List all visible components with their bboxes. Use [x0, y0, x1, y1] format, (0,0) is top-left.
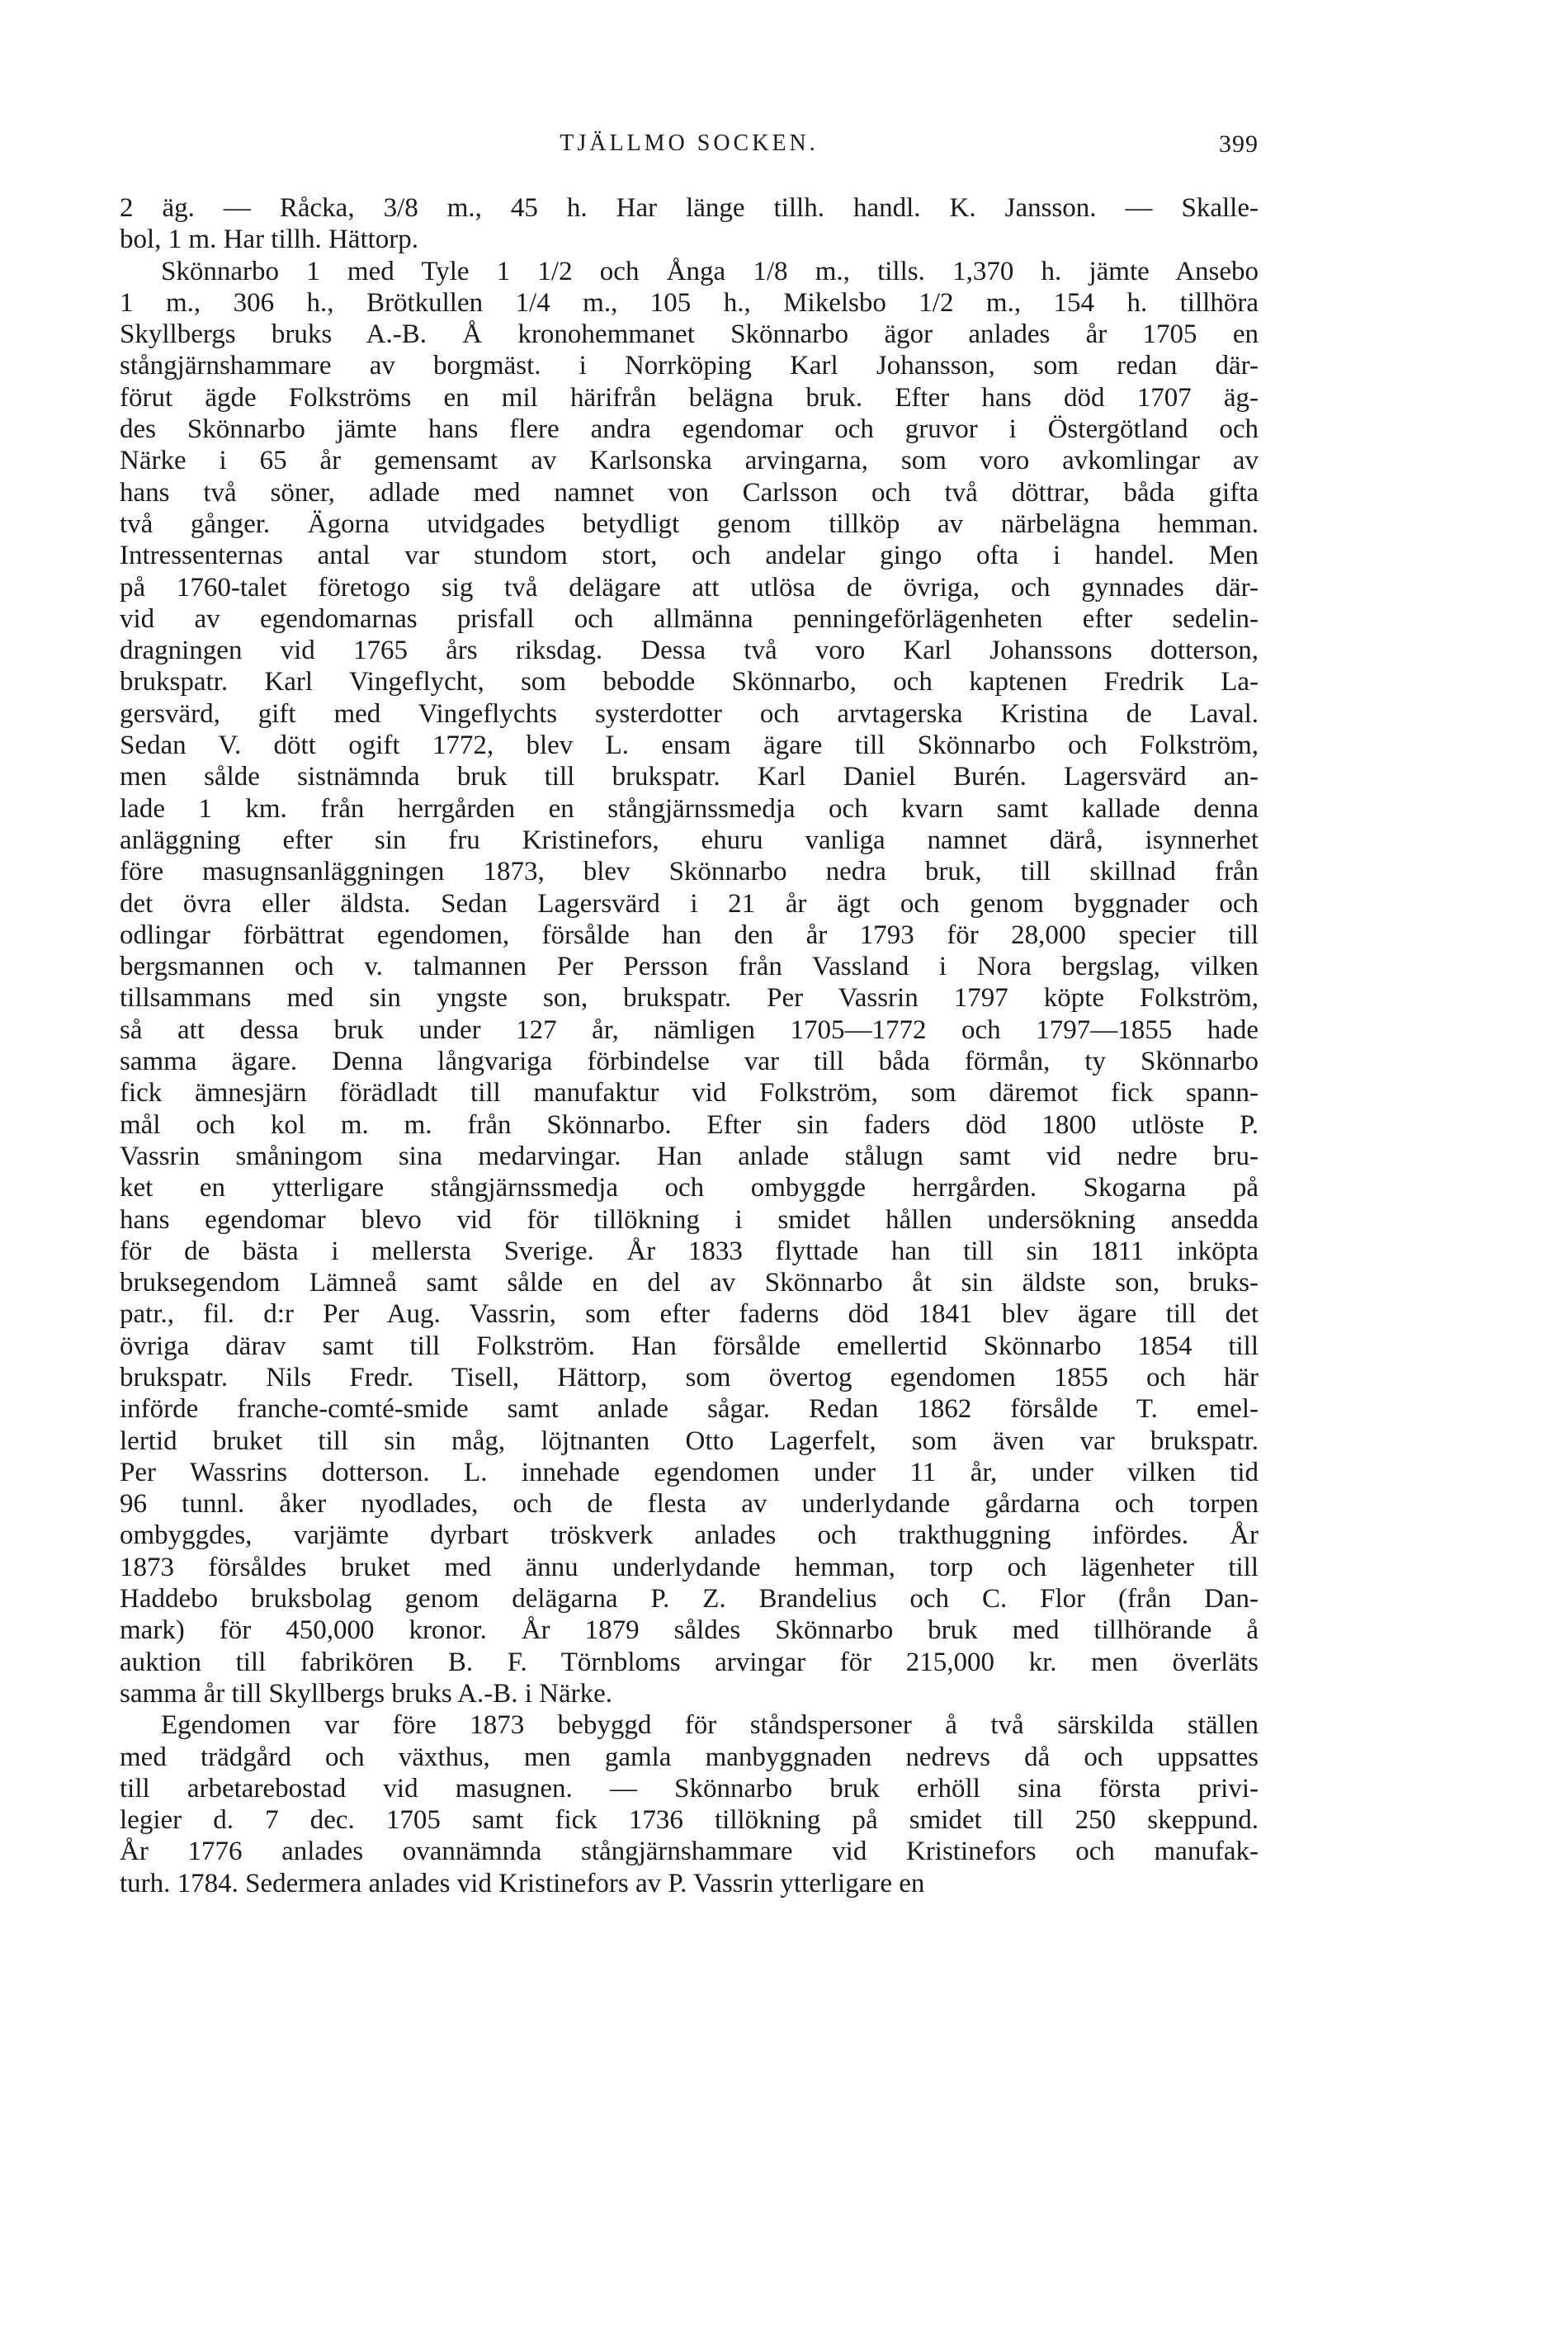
- text-line: för de bästa i mellersta Sverige. År 1833 flyttade han till sin 1811 inköpta: [120, 1236, 1259, 1266]
- text-line: brukspatr. Nils Fredr. Tisell, Hättorp, som övertog egendomen 1855 och här: [120, 1362, 1259, 1392]
- text-line: gersvärd, gift med Vingeflychts systerdotter och arvtagerska Kristina de Laval.: [120, 698, 1259, 729]
- text-line: Skyllbergs bruks A.-B. Å kronohemmanet Skönnarbo ägor anlades år 1705 en: [120, 319, 1259, 350]
- text-line: vid av egendomarnas prisfall och allmänna penningeförlägenheten efter sedelin-: [120, 603, 1259, 634]
- text-line: fick ämnesjärn förädladt till manufaktur vid Folkström, som däremot fick spann-: [120, 1078, 1259, 1109]
- text-line: hans två söner, adlade med namnet von Carlsson och två döttrar, båda gifta: [120, 477, 1259, 508]
- text-line: övriga därav samt till Folkström. Han försålde emellertid Skönnarbo 1854 till: [120, 1331, 1259, 1361]
- text-line: förut ägde Folkströms en mil härifrån belägna bruk. Efter hans död 1707 äg-: [120, 382, 1259, 413]
- text-line: på 1760-talet företogo sig två delägare att utlösa de övriga, och gynnades där-: [120, 572, 1259, 603]
- text-line: brukspatr. Karl Vingeflycht, som bebodde Skönnarbo, och kaptenen Fredrik La-: [120, 667, 1259, 697]
- text-line: före masugnsanläggningen 1873, blev Skönnarbo nedra bruk, till skillnad från: [120, 857, 1259, 887]
- text-line: Skönnarbo 1 med Tyle 1 1/2 och Ånga 1/8 m., tills. 1,370 h. jämte Ansebo: [161, 256, 1259, 286]
- page-header: [120, 130, 1259, 163]
- text-line: turh. 1784. Sedermera anlades vid Kristinefors av P. Vassrin ytterligare en: [120, 1868, 925, 1898]
- page-number: 399: [1219, 130, 1259, 158]
- text-line: samma ägare. Denna långvariga förbindelse var till båda förmån, ty Skönnarbo: [120, 1047, 1259, 1077]
- text-line: 96 tunnl. åker nyodlades, och de flesta av underlydande gårdarna och torpen: [120, 1489, 1259, 1520]
- text-line: med trädgård och växthus, men gamla manbyggnaden nedrevs då och uppsattes: [120, 1742, 1259, 1772]
- text-line: hans egendomar blevo vid för tillökning i smidet hållen undersökning ansedda: [120, 1204, 1259, 1235]
- text-line: det övra eller äldsta. Sedan Lagersvärd i 21 år ägt och genom byggnader och: [120, 888, 1259, 919]
- text-line: Närke i 65 år gemensamt av Karlsonska arvingarna, som voro avkomlingar av: [120, 446, 1259, 476]
- text-line: tillsammans med sin yngste son, brukspatr. Per Vassrin 1797 köpte Folkström,: [120, 983, 1259, 1014]
- text-line: dragningen vid 1765 års riksdag. Dessa två voro Karl Johanssons dotterson,: [120, 636, 1259, 666]
- text-line: två gånger. Ägorna utvidgades betydligt genom tillköp av närbelägna hemman.: [120, 508, 1259, 539]
- body-text: [120, 192, 1259, 1899]
- text-line: Per Wassrins dotterson. L. innehade egendomen under 11 år, under vilken tid: [120, 1457, 1259, 1487]
- text-line: 2 äg. — Råcka, 3/8 m., 45 h. Har länge tillh. handl. K. Jansson. — Skalle-: [120, 193, 1259, 223]
- text-line: men sålde sistnämnda bruk till brukspatr. Karl Daniel Burén. Lagersvärd an-: [120, 762, 1259, 792]
- text-line: legier d. 7 dec. 1705 samt fick 1736 tillökning på smidet till 250 skeppund.: [120, 1805, 1259, 1836]
- text-line: des Skönnarbo jämte hans flere andra egendomar och gruvor i Östergötland och: [120, 414, 1259, 445]
- text-line: Sedan V. dött ogift 1772, blev L. ensam ägare till Skönnarbo och Folkström,: [120, 730, 1259, 761]
- text-line: ket en ytterligare stångjärnssmedja och ombyggde herrgården. Skogarna på: [120, 1173, 1259, 1203]
- text-line: mål och kol m. m. från Skönnarbo. Efter sin faders död 1800 utlöste P.: [120, 1109, 1259, 1140]
- text-line: så att dessa bruk under 127 år, nämligen 1705—1772 och 1797—1855 hade: [120, 1014, 1259, 1045]
- text-line: Intressenternas antal var stundom stort, och andelar gingo ofta i handel. Men: [120, 541, 1259, 571]
- paragraph: [120, 256, 1259, 1710]
- text-line: 1873 försåldes bruket med ännu underlydande hemman, torp och lägenheter till: [120, 1552, 1259, 1582]
- text-line: odlingar förbättrat egendomen, försålde han den år 1793 för 28,000 specier till: [120, 920, 1259, 950]
- text-line: stångjärnshammare av borgmäst. i Norrköping Karl Johansson, som redan där-: [120, 351, 1259, 381]
- text-line: till arbetarebostad vid masugnen. — Skönnarbo bruk erhöll sina första privi-: [120, 1773, 1259, 1804]
- text-line: ombyggdes, varjämte dyrbart tröskverk anlades och trakthuggning infördes. År: [120, 1520, 1259, 1551]
- running-title: TJÄLLMO SOCKEN.: [560, 130, 819, 156]
- text-line: 1 m., 306 h., Brötkullen 1/4 m., 105 h., Mikelsbo 1/2 m., 154 h. tillhöra: [120, 287, 1259, 318]
- text-line: bol, 1 m. Har tillh. Hättorp.: [120, 225, 419, 255]
- text-line: lertid bruket till sin måg, löjtnanten Otto Lagerfelt, som även var brukspatr.: [120, 1425, 1259, 1456]
- text-line: Haddebo bruksbolag genom delägarna P. Z. Brandelius och C. Flor (från Dan-: [120, 1584, 1259, 1615]
- text-line: samma år till Skyllbergs bruks A.-B. i Närke.: [120, 1678, 612, 1709]
- text-line: patr., fil. d:r Per Aug. Vassrin, som efter faderns död 1841 blev ägare till det: [120, 1299, 1259, 1330]
- text-line: bergsmannen och v. talmannen Per Persson från Vassland i Nora bergslag, vilken: [120, 952, 1259, 982]
- paragraph: [120, 1709, 1259, 1899]
- text-line: lade 1 km. från herrgården en stångjärnssmedja och kvarn samt kallade denna: [120, 793, 1259, 824]
- text-line: auktion till fabrikören B. F. Törnbloms arvingar för 215,000 kr. men överläts: [120, 1647, 1259, 1677]
- text-line: Egendomen var före 1873 bebyggd för ståndspersoner å två särskilda ställen: [161, 1710, 1259, 1741]
- paragraph: [120, 192, 1259, 256]
- text-line: bruksegendom Lämneå samt sålde en del av Skönnarbo åt sin äldste son, bruks-: [120, 1268, 1259, 1298]
- text-line: Vassrin småningom sina medarvingar. Han anlade stålugn samt vid nedre bru-: [120, 1141, 1259, 1171]
- text-line: mark) för 450,000 kronor. År 1879 såldes Skönnarbo bruk med tillhörande å: [120, 1615, 1259, 1646]
- text-line: införde franche-comté-smide samt anlade sågar. Redan 1862 försålde T. emel-: [120, 1394, 1259, 1425]
- text-line: År 1776 anlades ovannämnda stångjärnshammare vid Kristinefors och manufak-: [120, 1837, 1259, 1867]
- text-line: anläggning efter sin fru Kristinefors, ehuru vanliga namnet därå, isynnerhet: [120, 825, 1259, 855]
